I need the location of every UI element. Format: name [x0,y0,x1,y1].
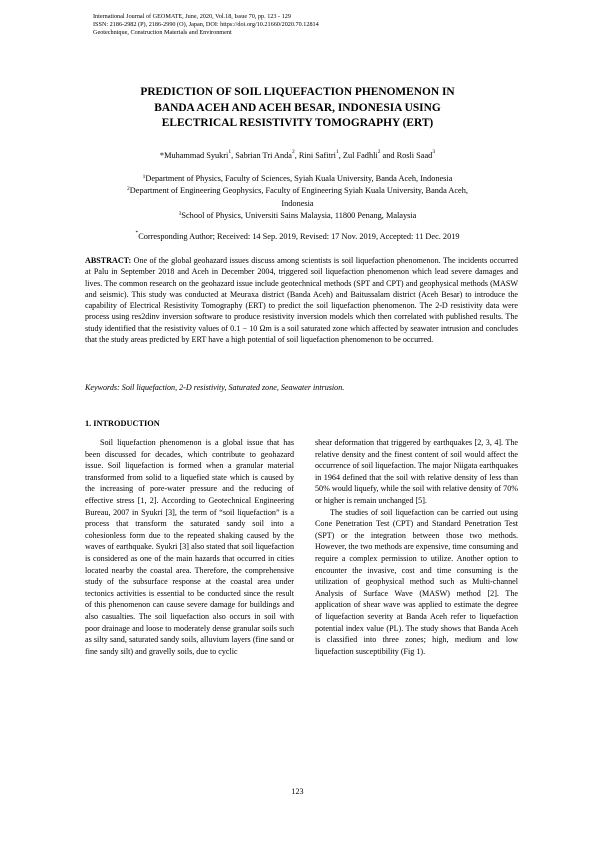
page-number: 123 [291,787,304,796]
affiliation [70,185,525,197]
affiliation [70,173,525,185]
affiliation-mark: 2 [127,186,130,193]
paragraph-continued: shear deformation that triggered by earthquakes [2, 3, 4]. The relative density and the finest content of soil would affect the occurrence of soil liquefaction. The major Niigata earthquakes in 1964 defined that the soil with relative density of less than 50% would liquefy, while the soil with relative density of 70% or higher is remain unchanged [5]. [315,438,518,505]
author-list [60,151,535,160]
paragraph: The studies of soil liquefaction can be carried out using Cone Penetration Test (CPT) and Standard Penetration Test (SPT) or the integration between those two methods. However, the two methods are expensive, time consuming and require a complex permission to utilize. Another option to encounter the invasive, cost and time consuming is the utilization of geophysical method such as Multi-channel Analysis of Surface Wave (MASW) method [2]. The application of shear wave was applied to estimate the degree of liquefaction severity at Banda Aceh refer to liquefaction potential index value (PL). The study shows that Banda Aceh is classified into three zones; high, medium and low liquefaction susceptibility (Fig 1). [315,507,518,656]
journal-header [93,13,513,38]
abstract [85,255,518,345]
affiliation-mark: 1 [142,174,146,180]
journal-topic: Geotechnique, Construction Materials and Environment [93,29,232,37]
paragraph: Soil liquefaction phenomenon is a global issue that has been discussed for decades, which contribute to geohazard issue. Soil liquefaction is formed when a granular material transformed from solid to a liquefied state which is caused by the increasing of pore-water pressure and the reducing of effective stress [1, 2]. According to Geotechnical Engineering Bureau, 2007 in Syukri [3], the term of “soil liquefaction” is a process that transform the saturated sandy soil into a cohesionless form due to the repeated shaking caused by the waves of earthquake. Syukri [3] also stated that soil liquefaction is considered as one of the main hazards that occurred in cities located nearby the coastal area. Therefore, the comprehensive study of the subsurface response at the coastal area under tectonics activities is essential to be conducted since the result of this phenomenon can cause severe damage for buildings and also casualties. The soil liquefaction also occurs in soil with poor drainage and loose to moderately dense granular soils such as silty sand, saturated sandy soils, alluvium layers (fine sand or fine sandy silt) and gravelly soils, due to cyclic [85,438,294,656]
author-affiliation-mark: 1 [228,149,232,155]
author-name: , Zul Fadhli [338,151,378,160]
author-name: , Rini Safitri [294,151,336,160]
corresponding-author-note [70,232,525,241]
paper-title [80,85,515,132]
affiliation-text: School of Physics, Universiti Sains Malaysia, 11800 Penang, Malaysia [181,210,417,220]
affiliation-continuation: Indonesia [281,198,314,208]
affiliation-list [70,173,525,222]
author-affiliation-mark: 2 [377,149,381,155]
author-affiliation-mark: 1 [336,149,339,155]
author-name: *Muhammad Syukri [159,151,229,160]
title-line: PREDICTION OF SOIL LIQUEFACTION PHENOMENON IN [140,86,455,98]
corresponding-mark: * [135,230,139,236]
author-affiliation-mark: 3 [432,149,436,155]
author-name: , Sabrian Tri Anda [231,151,292,160]
affiliation [70,210,525,222]
section-heading: 1. INTRODUCTION [85,419,160,428]
author-name: and Rosli Saad [380,151,433,160]
affiliation-text: Department of Engineering Geophysics, Faculty of Engineering Syiah Kuala University, Banda Aceh, [129,186,468,196]
journal-issn-doi[interactable]: ISSN: 2186-2982 (P), 2186-2990 (O), Japan, DOI: https://doi.org/10.21660/2020.70.12814 [93,21,319,29]
abstract-text: One of the global geohazard issues discuss among scientists is soil liquefaction phenomenon. The incidents occurred at Palu in September 2018 and Aceh in December 2004, triggered soil liquefaction phenomenon which lead severe damages and lives. The common research on the geohazard issue include geotechnical methods (SPT and CPT) and geophysical methods (MASW and seismic). This study was conducted at Meuraxa district (Banda Aceh) and Baitussalam district (Aceh Besar) to introduce the capability of Electrical Resistivity Tomography (ERT) to predict the soil liquefaction phenomenon. The 2-D resistivity data were process using res2dinv inversion software to produce resistivity inversion models which then correlated with published results. The study identified that the resistivity values of 0.1 − 10 Ωm is a soil saturated zone which affected by seawater intrusion and concludes that the study areas predicted by ERT have a high potential of soil liquefaction phenomenon to be occurred. [85,256,518,345]
title-line: BANDA ACEH AND ACEH BESAR, INDONESIA USING [154,101,441,114]
body-column-right [315,437,518,657]
title-line: ELECTRICAL RESISTIVITY TOMOGRAPHY (ERT) [161,117,434,130]
journal-citation: International Journal of GEOMATE, June, 2020, Vol.18, Issue 70, pp. 123 - 129 [93,13,291,20]
affiliation-text: Department of Physics, Faculty of Sciences, Syiah Kuala University, Banda Aceh, Indonesia [145,174,453,183]
abstract-label: ABSTRACT: [85,256,132,265]
author-affiliation-mark: 2 [291,149,295,155]
affiliation-mark: 3 [178,210,182,217]
body-column-left [85,437,294,657]
corresponding-text: Corresponding Author; Received: 14 Sep. 2019, Revised: 17 Nov. 2019, Accepted: 11 Dec. 2019 [138,232,460,241]
keywords: Keywords: Soil liquefaction, 2-D resistivity, Saturated zone, Seawater intrusion. [85,383,345,392]
